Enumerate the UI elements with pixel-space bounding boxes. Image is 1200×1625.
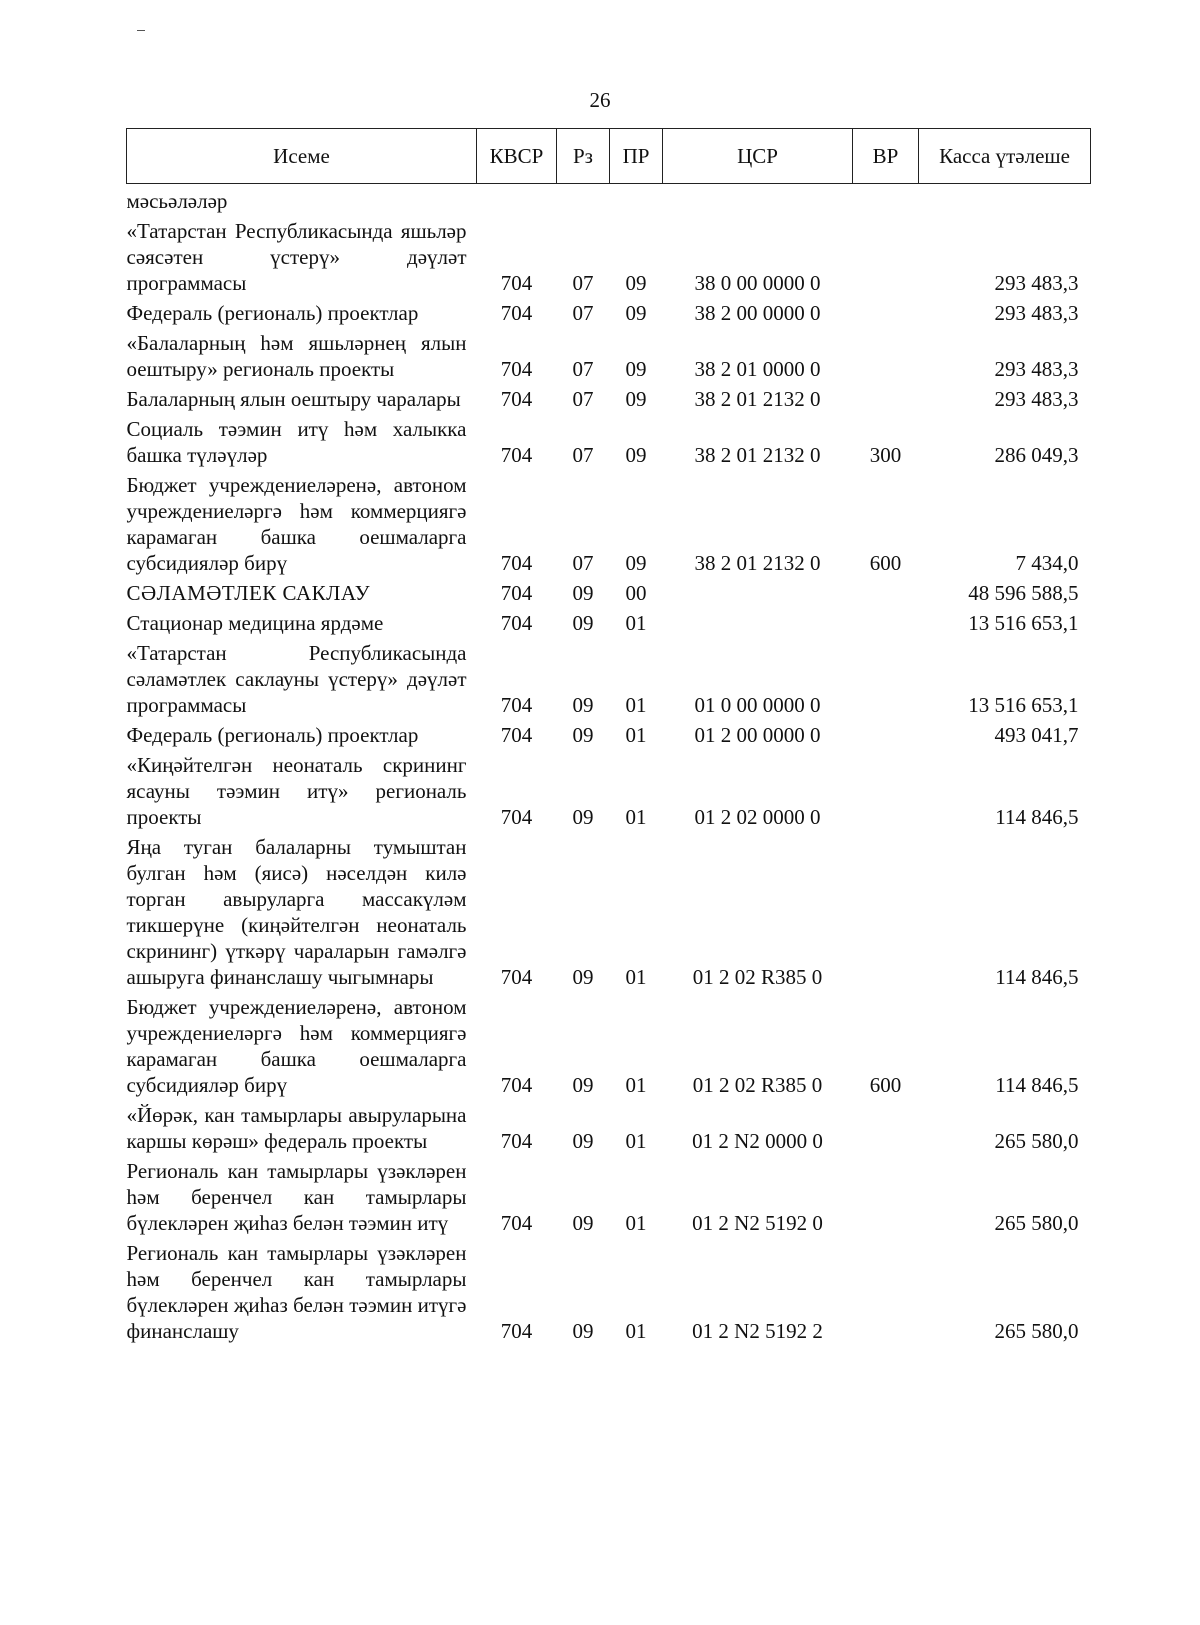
- table-row: [127, 1158, 1091, 1240]
- table-row: [127, 300, 1091, 330]
- cell-pr: 01: [625, 693, 647, 717]
- cell-vr: [853, 184, 919, 219]
- cell-name: «Балаларның һәм яшьләрнең ялын оештыру» региональ проекты: [126, 331, 467, 381]
- cell-csr: 38 2 01 2132 0: [694, 443, 821, 467]
- cell-sum: 493 041,7: [994, 723, 1079, 747]
- table-row: [127, 640, 1091, 722]
- cell-csr: 38 2 01 2132 0: [694, 387, 821, 411]
- cell-rz: 09: [572, 723, 594, 747]
- cell-csr: 01 2 N2 0000 0: [692, 1129, 823, 1153]
- cell-name: Федераль (региональ) проектлар: [126, 301, 419, 325]
- cell-kvsr: 704: [500, 551, 533, 575]
- cell-vr: [853, 386, 919, 416]
- cell-sum: 13 516 653,1: [968, 693, 1079, 717]
- cell-pr: 01: [625, 1073, 647, 1097]
- cell-kvsr: 704: [500, 581, 533, 605]
- cell-csr: 38 2 01 2132 0: [694, 551, 821, 575]
- page-number: 26: [589, 88, 611, 112]
- header-rz: Рз: [557, 129, 610, 184]
- cell-rz: 07: [572, 271, 594, 295]
- cell-kvsr: 704: [500, 1211, 533, 1235]
- cell-csr: 01 2 N2 5192 2: [692, 1319, 823, 1343]
- table-row: [127, 330, 1091, 386]
- cell-csr: 38 2 01 0000 0: [694, 357, 821, 381]
- header-name: Исеме: [127, 129, 477, 184]
- cell-name: Бюджет учреждениеләренә, автоном учреждениеләргә һәм коммерциягә карамаган башка оешмаларга субсидияләр бирү: [126, 473, 467, 575]
- table-row: [127, 994, 1091, 1102]
- cell-kvsr: 704: [500, 1073, 533, 1097]
- cell-csr: 38 2 00 0000 0: [694, 301, 821, 325]
- cell-csr: [663, 610, 853, 640]
- cell-name: «Татарстан Республикасында сәламәтлек саклауны үстерү» дәүләт программасы: [126, 641, 467, 717]
- header-kvsr: КВСР: [477, 129, 557, 184]
- cell-rz: 09: [572, 965, 594, 989]
- cell-kvsr: 704: [500, 693, 533, 717]
- cell-name: Федераль (региональ) проектлар: [126, 723, 419, 747]
- cell-sum: 114 846,5: [995, 965, 1079, 989]
- cell-rz: 07: [572, 301, 594, 325]
- cell-kvsr: 704: [500, 357, 533, 381]
- cell-kvsr: 704: [500, 611, 533, 635]
- cell-rz: 07: [572, 551, 594, 575]
- cell-csr: [663, 184, 853, 219]
- cell-csr: [663, 580, 853, 610]
- cell-name: Региональ кан тамырлары үзәкләрен һәм беренчел кан тамырлары бүлекләрен җиһаз белән тәэмин итү: [126, 1159, 467, 1235]
- cell-csr: 01 2 02 R385 0: [692, 1073, 823, 1097]
- cell-sum: 293 483,3: [994, 357, 1079, 381]
- cell-csr: 01 2 00 0000 0: [694, 723, 821, 747]
- cell-vr: [853, 722, 919, 752]
- cell-sum: 293 483,3: [994, 387, 1079, 411]
- cell-name: Региональ кан тамырлары үзәкләрен һәм беренчел кан тамырлары бүлекләрен җиһаз белән тәэмин итүгә финанслашу: [126, 1241, 467, 1343]
- cell-name: «Йөрәк, кан тамырлары авыруларына каршы көрәш» федераль проекты: [126, 1103, 467, 1153]
- table-body: [127, 184, 1091, 1349]
- budget-table: [126, 128, 1091, 1348]
- cell-name: «Киңәйтелгән неонаталь скрининг ясауны тәэмин итү» региональ проекты: [126, 753, 467, 829]
- table-header-row: [127, 129, 1091, 184]
- cell-pr: 09: [625, 271, 647, 295]
- table-row: [127, 472, 1091, 580]
- cell-pr: 09: [625, 443, 647, 467]
- cell-sum: 265 580,0: [994, 1129, 1079, 1153]
- cell-name: мәсьәләләр: [126, 189, 228, 213]
- cell-sum: 48 596 588,5: [968, 581, 1079, 605]
- cell-sum: 265 580,0: [994, 1211, 1079, 1235]
- cell-vr: 600: [869, 1073, 902, 1097]
- cell-vr: [853, 1240, 919, 1348]
- cell-vr: 300: [869, 443, 902, 467]
- cell-vr: [853, 834, 919, 994]
- cell-vr: [853, 1158, 919, 1240]
- cell-rz: 09: [572, 1211, 594, 1235]
- cell-csr: 01 2 02 0000 0: [694, 805, 821, 829]
- cell-kvsr: 704: [500, 805, 533, 829]
- cell-pr: 09: [625, 387, 647, 411]
- cell-pr: 01: [625, 723, 647, 747]
- cell-csr: 01 0 00 0000 0: [694, 693, 821, 717]
- cell-rz: 07: [572, 387, 594, 411]
- table-row: [127, 834, 1091, 994]
- scan-mark: [137, 30, 145, 31]
- cell-pr: 09: [625, 551, 647, 575]
- cell-name: Бюджет учреждениеләренә, автоном учреждениеләргә һәм коммерциягә карамаган башка оешмаларга субсидияләр бирү: [126, 995, 467, 1097]
- cell-vr: [853, 330, 919, 386]
- cell-rz: 09: [572, 805, 594, 829]
- cell-name: Стационар медицина ярдәме: [126, 611, 384, 635]
- header-pr: ПР: [610, 129, 663, 184]
- cell-sum: 13 516 653,1: [968, 611, 1079, 635]
- cell-pr: 01: [625, 1211, 647, 1235]
- cell-pr: [610, 184, 663, 219]
- cell-rz: 09: [572, 1319, 594, 1343]
- cell-rz: 09: [572, 581, 594, 605]
- cell-sum: 7 434,0: [1015, 551, 1079, 575]
- cell-vr: [853, 640, 919, 722]
- cell-vr: [853, 218, 919, 300]
- table-row: [127, 184, 1091, 219]
- cell-name: Яңа туган балаларны тумыштан булган һәм (яисә) нәселдән килә торган авыруларга массакүләм тикшерүне (киңәйтелгән неонаталь скрининг) үткәрү чараларын гамәлгә ашыруга финанслашу чыгымнары: [126, 835, 467, 989]
- cell-kvsr: 704: [500, 1319, 533, 1343]
- cell-sum: 114 846,5: [995, 805, 1079, 829]
- cell-kvsr: 704: [500, 965, 533, 989]
- cell-pr: 09: [625, 301, 647, 325]
- header-vr: ВР: [853, 129, 919, 184]
- table-row: [127, 416, 1091, 472]
- cell-sum: [919, 184, 1091, 219]
- cell-sum: 265 580,0: [994, 1319, 1079, 1343]
- table-row: [127, 1102, 1091, 1158]
- cell-vr: [853, 610, 919, 640]
- cell-kvsr: [477, 184, 557, 219]
- cell-csr: 01 2 N2 5192 0: [692, 1211, 823, 1235]
- cell-pr: 01: [625, 611, 647, 635]
- table-row: [127, 722, 1091, 752]
- cell-kvsr: 704: [500, 443, 533, 467]
- cell-pr: 00: [625, 581, 647, 605]
- cell-kvsr: 704: [500, 271, 533, 295]
- cell-name: Социаль тәэмин итү һәм халыкка башка түләүләр: [126, 417, 467, 467]
- table-row: [127, 580, 1091, 610]
- cell-pr: 01: [625, 965, 647, 989]
- cell-kvsr: 704: [500, 387, 533, 411]
- cell-vr: [853, 1102, 919, 1158]
- cell-csr: 01 2 02 R385 0: [692, 965, 823, 989]
- cell-rz: 09: [572, 1073, 594, 1097]
- cell-name: Балаларның ялын оештыру чаралары: [126, 387, 461, 411]
- table-row: [127, 752, 1091, 834]
- cell-rz: 09: [572, 1129, 594, 1153]
- cell-sum: 293 483,3: [994, 271, 1079, 295]
- cell-csr: 38 0 00 0000 0: [694, 271, 821, 295]
- cell-sum: 293 483,3: [994, 301, 1079, 325]
- cell-rz: 09: [572, 611, 594, 635]
- cell-kvsr: 704: [500, 723, 533, 747]
- cell-rz: 09: [572, 693, 594, 717]
- cell-vr: [853, 580, 919, 610]
- header-csr: ЦСР: [663, 129, 853, 184]
- header-sum: Касса үтәлеше: [919, 129, 1091, 184]
- cell-vr: [853, 752, 919, 834]
- cell-pr: 09: [625, 357, 647, 381]
- cell-rz: 07: [572, 443, 594, 467]
- cell-pr: 01: [625, 1319, 647, 1343]
- cell-kvsr: 704: [500, 301, 533, 325]
- table-row: [127, 218, 1091, 300]
- cell-name: СӘЛАМӘТЛЕК САКЛАУ: [126, 581, 371, 605]
- cell-sum: 286 049,3: [994, 443, 1079, 467]
- table-row: [127, 1240, 1091, 1348]
- cell-vr: [853, 300, 919, 330]
- table-row: [127, 610, 1091, 640]
- cell-pr: 01: [625, 805, 647, 829]
- table-row: [127, 386, 1091, 416]
- cell-rz: [557, 184, 610, 219]
- cell-pr: 01: [625, 1129, 647, 1153]
- cell-sum: 114 846,5: [995, 1073, 1079, 1097]
- cell-kvsr: 704: [500, 1129, 533, 1153]
- cell-rz: 07: [572, 357, 594, 381]
- cell-vr: 600: [869, 551, 902, 575]
- cell-name: «Татарстан Республикасында яшьләр сәясәтен үстерү» дәүләт программасы: [126, 219, 467, 295]
